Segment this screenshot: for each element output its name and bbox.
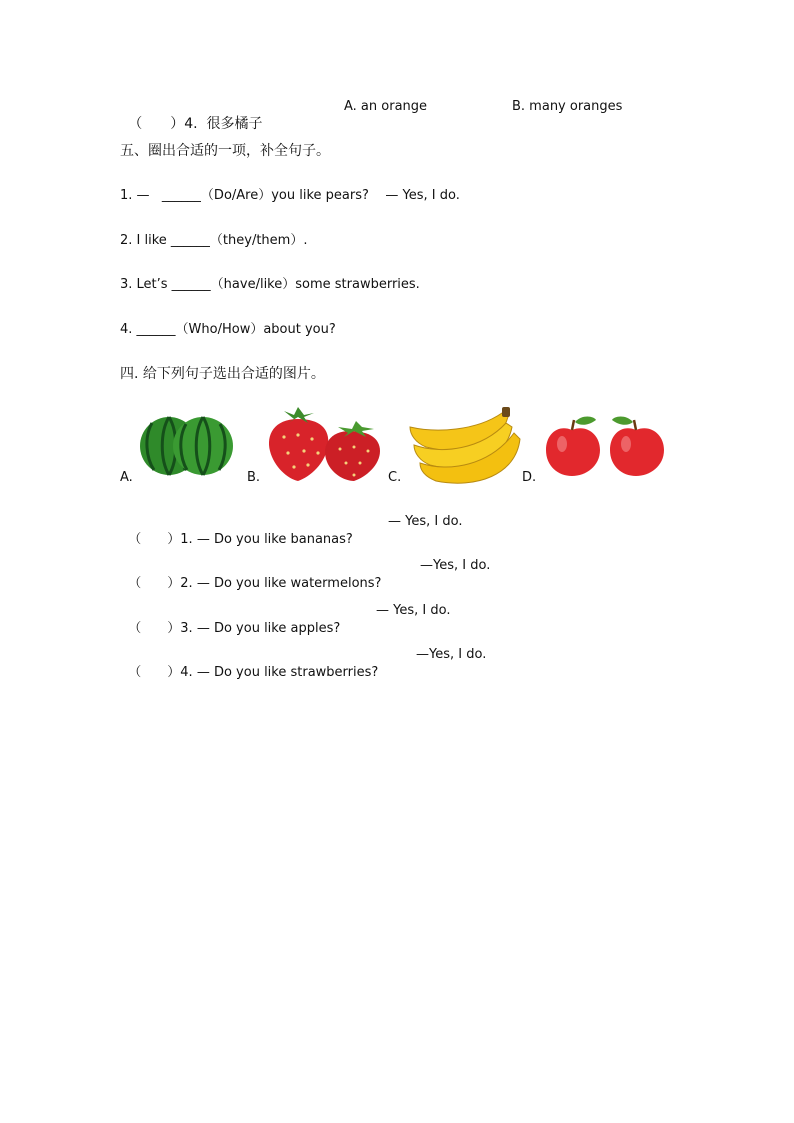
picture-letter-a: A. (120, 470, 133, 485)
section5-item-2: 2. I like ______（they/them）. (120, 233, 308, 248)
answer-paren: （ ） (128, 665, 181, 680)
answer-text-3: — Yes, I do. (376, 603, 451, 618)
question-text: 2. — Do you like watermelons? (180, 576, 382, 591)
banana-icon (406, 405, 524, 485)
watermelon-icon (138, 412, 236, 478)
question-text: 3. — Do you like apples? (180, 621, 341, 636)
question-text: 1. — Do you like bananas? (180, 532, 353, 547)
top-item-row (120, 97, 263, 134)
answer-text-4: —Yes, I do. (416, 647, 487, 662)
question-text: 4. — Do you like strawberries? (180, 665, 379, 680)
apple-icon (542, 412, 666, 480)
picture-letter-d: D. (522, 470, 537, 485)
question-row-1 (120, 513, 353, 549)
answer-paren: （ ） (128, 576, 181, 591)
section5-item-3: 3. Let’s ______（have/like）some strawberries. (120, 277, 420, 292)
section4-heading: 四. 给下列句子选出合适的图片。 (120, 366, 325, 382)
answer-paren: （ ） (128, 116, 185, 132)
picture-letter-c: C. (388, 470, 402, 485)
answer-paren: （ ） (128, 621, 181, 636)
section5-item-4: 4. ______（Who/How）about you? (120, 322, 336, 337)
picture-letter-b: B. (247, 470, 261, 485)
question-row-2 (120, 557, 381, 593)
answer-text-2: —Yes, I do. (420, 558, 491, 573)
section5-item-1: 1. — ______（Do/Are）you like pears? — Yes, I do. (120, 188, 460, 203)
question-row-3 (120, 602, 340, 638)
question-text: 4. 很多橘子 (184, 116, 263, 132)
question-row-4 (120, 646, 378, 682)
strawberry-icon (264, 405, 388, 483)
option-a: A. an orange (344, 99, 428, 114)
section5-heading: 五、圈出合适的一项，补全句子。 (120, 143, 330, 159)
option-b: B. many oranges (512, 99, 623, 114)
answer-paren: （ ） (128, 532, 181, 547)
answer-text-1: — Yes, I do. (388, 514, 463, 529)
